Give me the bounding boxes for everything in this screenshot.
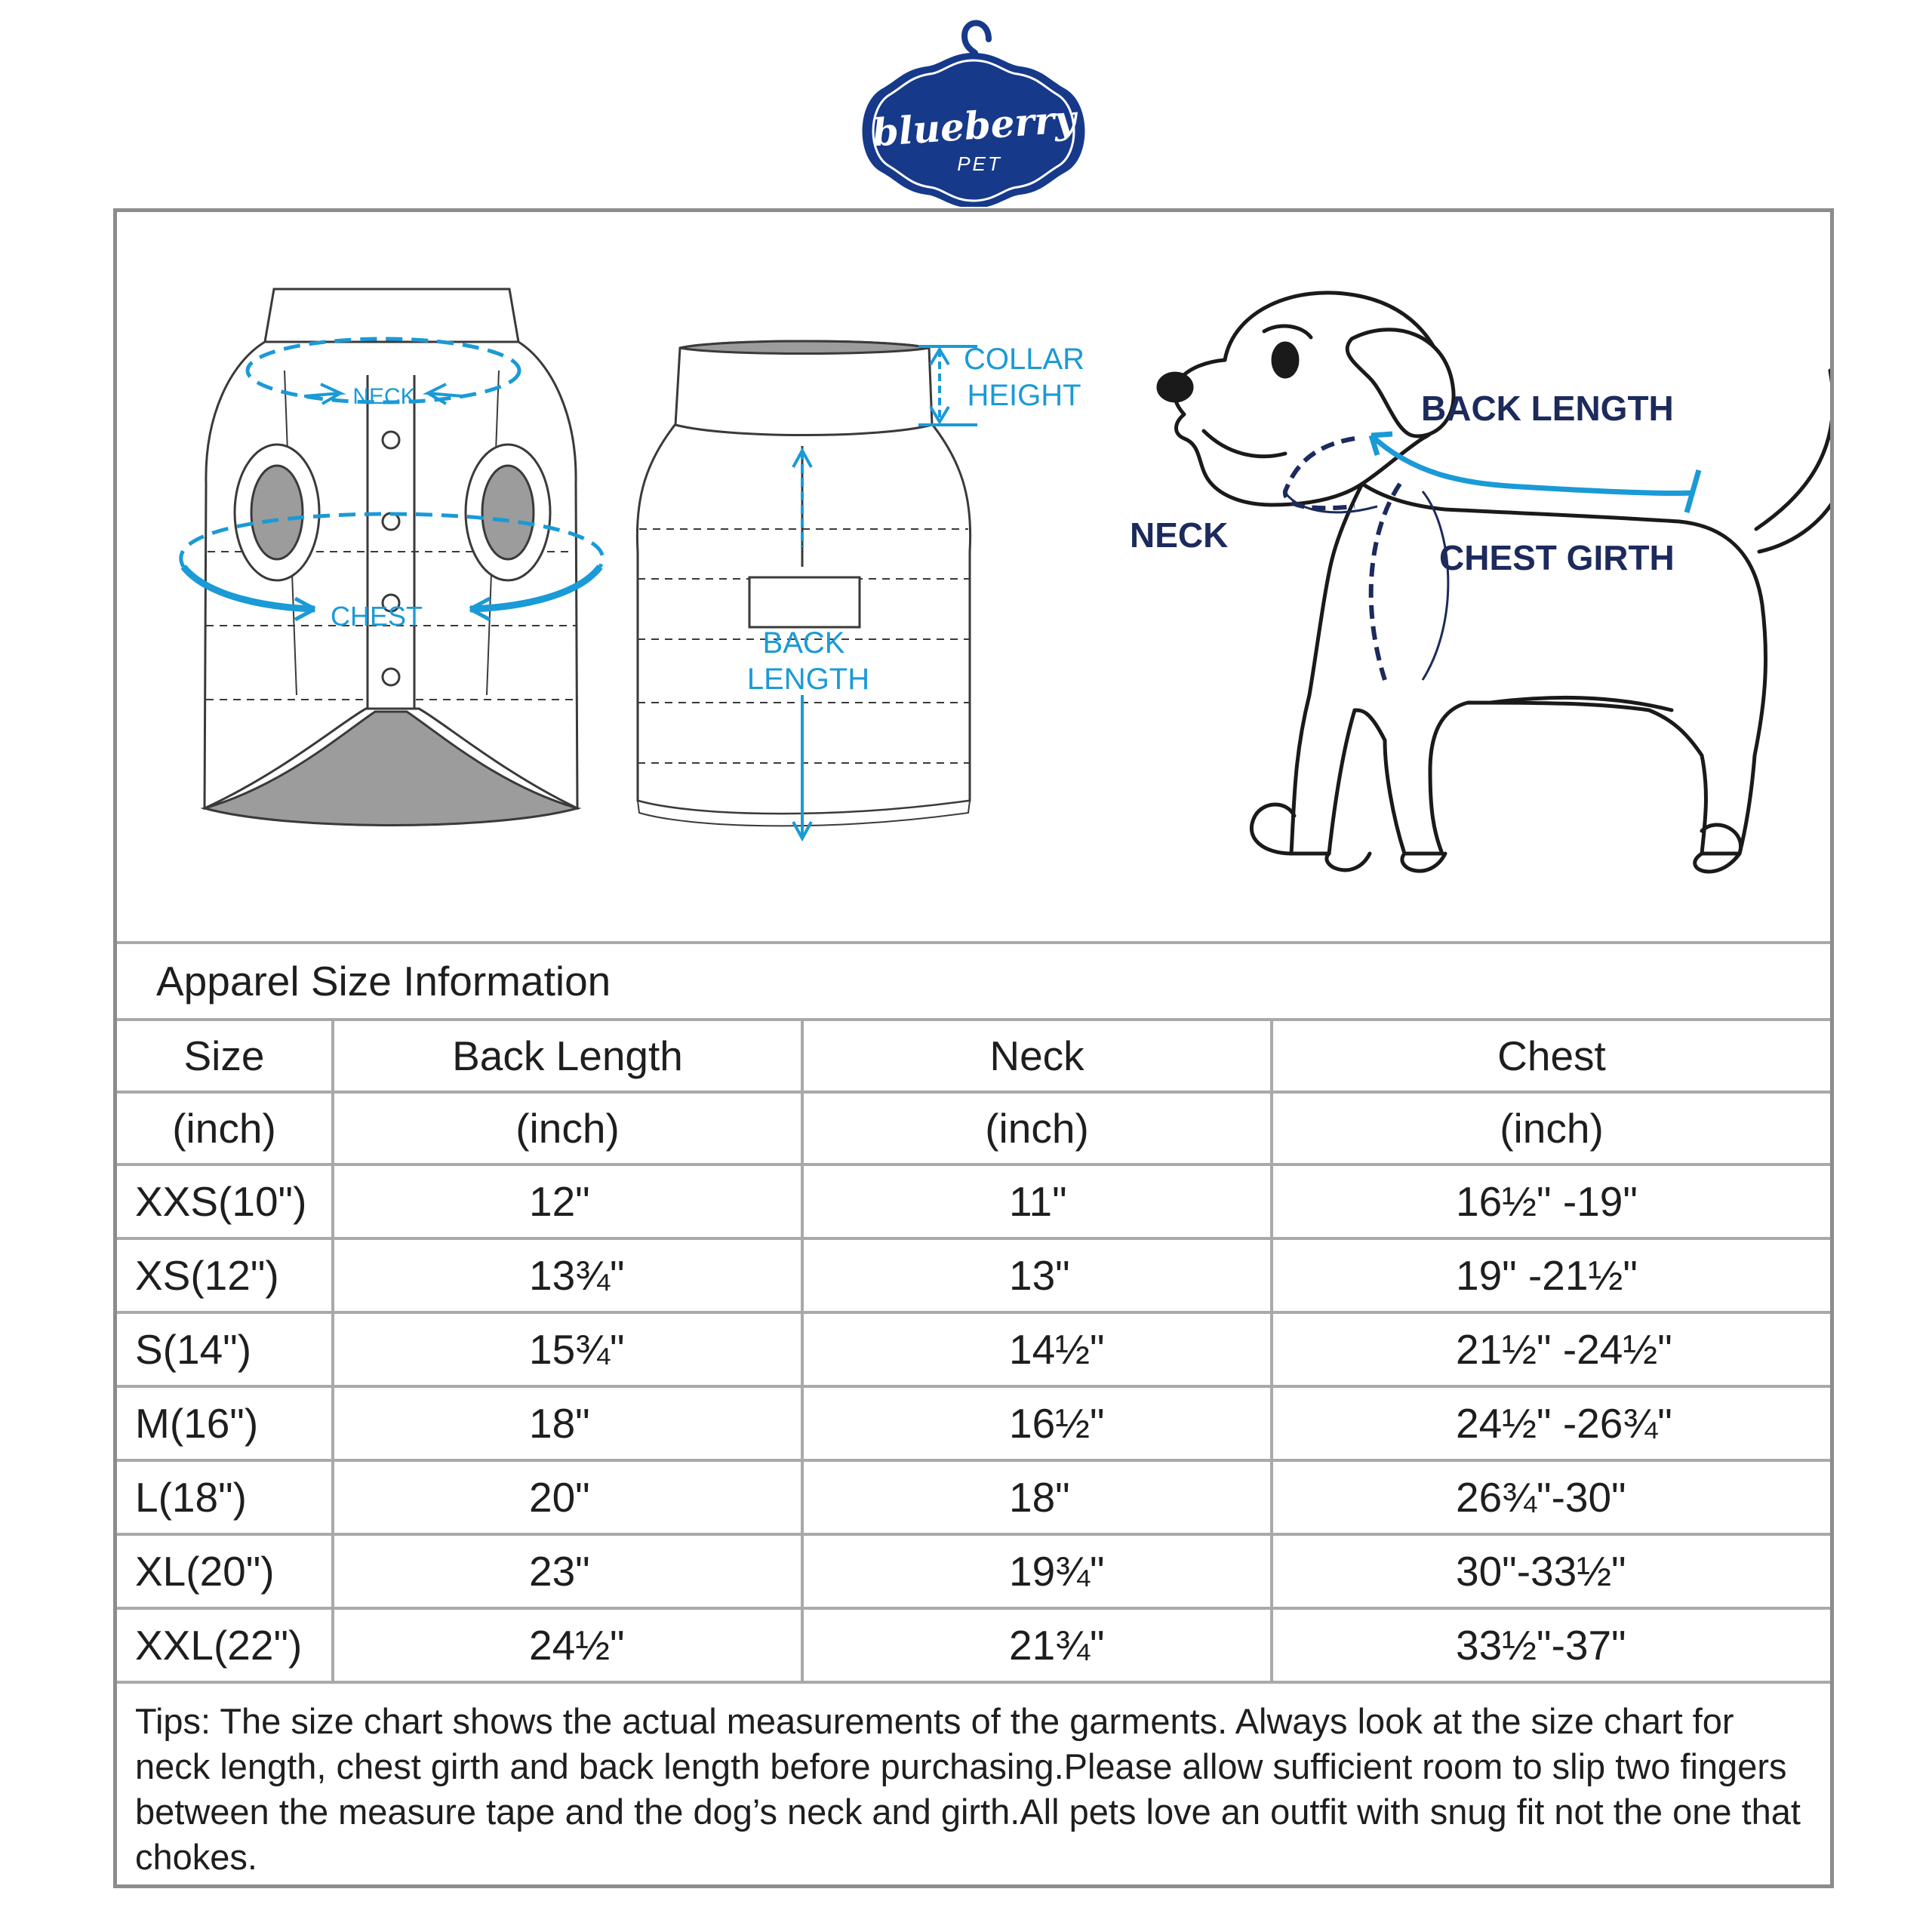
table-row xyxy=(117,1386,1830,1460)
coat-front-illustration xyxy=(205,289,577,826)
neck-cell: 11" xyxy=(802,1164,1272,1238)
table-row xyxy=(117,1460,1830,1534)
neck-cell: 21¾" xyxy=(802,1608,1272,1682)
size-chart-frame xyxy=(113,208,1834,1888)
size-cell: XXL(22") xyxy=(117,1608,333,1682)
back-length-cell: 24½" xyxy=(333,1608,802,1682)
chest-cell: 16½" -19" xyxy=(1272,1164,1830,1238)
chest-cell: 19" -21½" xyxy=(1272,1238,1830,1312)
header-back-length: Back Length xyxy=(333,1020,802,1092)
unit-size: (inch) xyxy=(117,1092,333,1164)
header-size: Size xyxy=(117,1020,333,1092)
coat-back-collar-shadow xyxy=(680,341,929,354)
size-cell: S(14") xyxy=(117,1312,333,1386)
brand-name: blueberry xyxy=(870,96,1078,155)
size-cell: M(16") xyxy=(117,1386,333,1460)
table-row xyxy=(117,1238,1830,1312)
chest-cell: 24½" -26¾" xyxy=(1272,1386,1830,1460)
neck-label: NECK xyxy=(352,384,416,409)
back-length-cell: 20" xyxy=(333,1460,802,1534)
neck-cell: 19¾" xyxy=(802,1534,1272,1608)
collar-label-line2: HEIGHT xyxy=(967,379,1081,412)
dog-neck-label: NECK xyxy=(1130,515,1229,555)
coat-front-button-1 xyxy=(383,432,399,448)
chest-label: CHEST xyxy=(330,601,423,632)
chest-cell: 21½" -24½" xyxy=(1272,1312,1830,1386)
coat-front-collar xyxy=(265,289,518,342)
header-chest: Chest xyxy=(1272,1020,1830,1092)
header-row xyxy=(117,1020,1830,1092)
size-cell: XL(20") xyxy=(117,1534,333,1608)
size-cell: XXS(10") xyxy=(117,1164,333,1238)
dog-front-paw xyxy=(1251,804,1294,854)
table-row xyxy=(117,1312,1830,1386)
measurement-diagrams xyxy=(117,212,1830,941)
back-label-line1: BACK xyxy=(762,626,845,660)
dog-back-length-label: BACK LENGTH xyxy=(1421,389,1674,428)
coat-back-leash-opening xyxy=(749,577,860,627)
dog-illustration xyxy=(1158,293,1830,872)
brand-sub: PET xyxy=(957,152,1002,175)
brand-logo xyxy=(845,11,1102,207)
header-neck: Neck xyxy=(802,1020,1272,1092)
dog-back-paw xyxy=(1402,854,1445,871)
coat-front-armhole-left-inner xyxy=(251,466,303,559)
coat-front-armhole-right-inner xyxy=(482,466,534,559)
back-length-cell: 12" xyxy=(333,1164,802,1238)
back-label-line2: LENGTH xyxy=(746,663,870,696)
back-length-cell: 23" xyxy=(333,1534,802,1608)
dog-front-paw-2 xyxy=(1327,854,1370,870)
unit-neck: (inch) xyxy=(802,1092,1272,1164)
back-length-cell: 15¾" xyxy=(333,1312,802,1386)
table-row xyxy=(117,1608,1830,1682)
coat-front-button-4 xyxy=(383,669,399,685)
neck-cell: 13" xyxy=(802,1238,1272,1312)
dog-back-length-arc xyxy=(1371,435,1694,494)
table-title: Apparel Size Information xyxy=(117,943,1830,1020)
neck-cell: 16½" xyxy=(802,1386,1272,1460)
size-cell: XS(12") xyxy=(117,1238,333,1312)
size-table xyxy=(117,941,1830,1684)
dog-tail xyxy=(1756,371,1830,552)
back-length-cell: 13¾" xyxy=(333,1238,802,1312)
chest-cell: 33½"-37" xyxy=(1272,1608,1830,1682)
dog-eye xyxy=(1273,343,1297,377)
dog-nose xyxy=(1158,374,1192,401)
size-cell: L(18") xyxy=(117,1460,333,1534)
hang-tag-hook xyxy=(964,23,989,53)
tips-text: Tips: The size chart shows the actual measurements of the garments. Always look at the size chart for neck length, chest girth and back length before purchasing.Please allow sufficient room to slip two fingers between the measure tape and the dog’s neck and girth.All pets love an outfit with snug fit not the one that chokes. xyxy=(135,1701,1801,1877)
coat-back-collar xyxy=(675,341,932,435)
unit-back-length: (inch) xyxy=(333,1092,802,1164)
neck-cell: 18" xyxy=(802,1460,1272,1534)
back-length-cell: 18" xyxy=(333,1386,802,1460)
neck-cell: 14½" xyxy=(802,1312,1272,1386)
table-row xyxy=(117,1164,1830,1238)
dog-chest-girth-label: CHEST GIRTH xyxy=(1439,538,1675,577)
chest-cell: 26¾"-30" xyxy=(1272,1460,1830,1534)
collar-label-line1: COLLAR xyxy=(963,343,1085,376)
units-row xyxy=(117,1092,1830,1164)
collar-height-measure xyxy=(918,343,1084,425)
table-row xyxy=(117,1534,1830,1608)
chest-cell: 30"-33½" xyxy=(1272,1534,1830,1608)
unit-chest: (inch) xyxy=(1272,1092,1830,1164)
